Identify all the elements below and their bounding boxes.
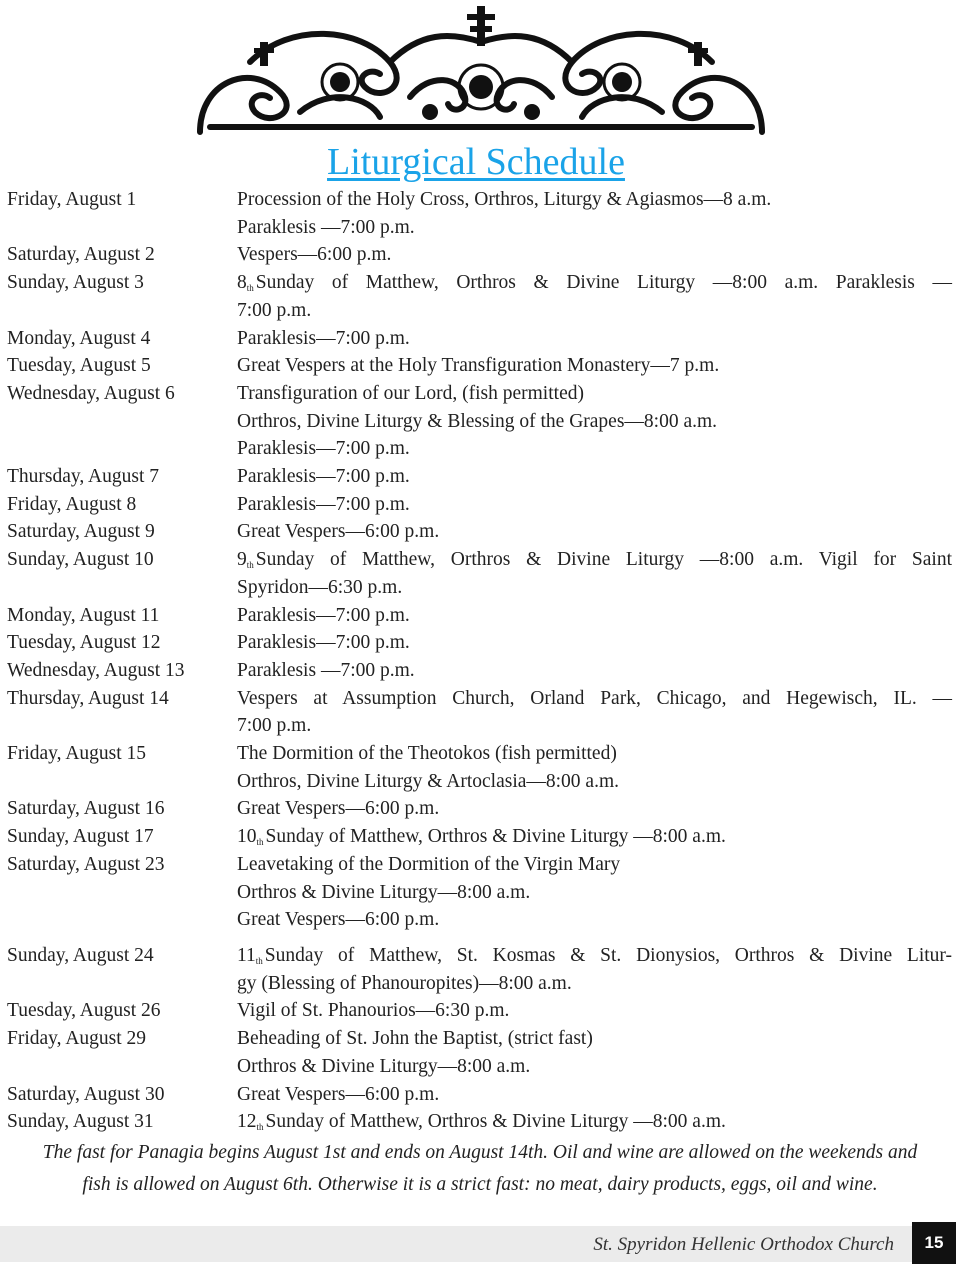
schedule-date: Wednesday, August 13 bbox=[7, 659, 185, 681]
schedule-date: Saturday, August 30 bbox=[7, 1083, 165, 1105]
fast-note bbox=[0, 1137, 960, 1201]
event-line: Leavetaking of the Dormition of the Virgin Mary bbox=[237, 853, 621, 875]
event-line: Paraklesis —7:00 p.m. bbox=[237, 216, 415, 238]
event-text: Sunday of Matthew, Orthros & Divine Liturgy —8:00 a.m. bbox=[265, 826, 726, 848]
event-line: Vespers—6:00 p.m. bbox=[237, 244, 392, 266]
schedule-events bbox=[237, 463, 952, 491]
schedule-events bbox=[237, 352, 952, 380]
event-line: Paraklesis—7:00 p.m. bbox=[237, 604, 410, 626]
schedule-entry bbox=[7, 629, 952, 657]
event-line: Spyridon—6:30 p.m. bbox=[237, 576, 403, 598]
page-title: Liturgical Schedule bbox=[327, 141, 625, 183]
schedule-date: Thursday, August 14 bbox=[7, 687, 169, 709]
schedule-date: Friday, August 1 bbox=[7, 189, 137, 210]
schedule-entry bbox=[7, 325, 952, 353]
schedule-date: Sunday, August 3 bbox=[7, 272, 144, 294]
event-line bbox=[237, 942, 952, 970]
event-line: Orthros, Divine Liturgy & Artoclasia—8:00 a.m. bbox=[237, 770, 620, 792]
event-line: Paraklesis—7:00 p.m. bbox=[237, 438, 410, 460]
event-line bbox=[237, 269, 952, 297]
schedule-date: Saturday, August 16 bbox=[7, 798, 165, 820]
schedule-entry bbox=[7, 795, 952, 823]
schedule-entry bbox=[7, 352, 952, 380]
schedule-date: Friday, August 8 bbox=[7, 493, 137, 515]
schedule-date: Monday, August 11 bbox=[7, 604, 160, 626]
page-title-wrap bbox=[0, 140, 960, 184]
schedule-events bbox=[237, 241, 952, 269]
event-text: Sunday of Matthew, Orthros & Divine Liturgy —8:00 a.m. bbox=[265, 1111, 726, 1133]
schedule-events bbox=[237, 685, 952, 740]
schedule-date: Monday, August 4 bbox=[7, 327, 151, 349]
schedule-entry bbox=[7, 1108, 952, 1136]
event-line: Great Vespers at the Holy Transfiguration Monastery—7 p.m. bbox=[237, 355, 720, 377]
event-line: Orthros & Divine Liturgy—8:00 a.m. bbox=[237, 1055, 531, 1077]
ordinal-number: 10 bbox=[237, 826, 257, 848]
event-line: Orthros & Divine Liturgy—8:00 a.m. bbox=[237, 881, 531, 903]
schedule-events bbox=[237, 740, 952, 795]
church-name: St. Spyridon Hellenic Orthodox Church bbox=[593, 1234, 894, 1255]
schedule-entry bbox=[7, 186, 952, 241]
event-line: Procession of the Holy Cross, Orthros, Liturgy & Agiasmos—8 a.m. bbox=[237, 189, 772, 210]
ordinal-suffix: th bbox=[246, 283, 254, 294]
ordinal-suffix: th bbox=[255, 955, 263, 966]
schedule-date: Sunday, August 31 bbox=[7, 1111, 154, 1133]
schedule-date: Tuesday, August 12 bbox=[7, 632, 161, 654]
schedule-entry bbox=[7, 1081, 952, 1109]
schedule-events bbox=[237, 942, 952, 997]
ordinal-number: 8 bbox=[237, 272, 247, 294]
page-number: 15 bbox=[912, 1222, 956, 1264]
schedule-entry bbox=[7, 546, 952, 601]
schedule-date: Saturday, August 23 bbox=[7, 853, 165, 875]
ordinal-suffix: th bbox=[256, 837, 264, 848]
schedule-entry bbox=[7, 518, 952, 546]
schedule-events bbox=[237, 518, 952, 546]
schedule-events bbox=[237, 1025, 952, 1080]
schedule-entry bbox=[7, 463, 952, 491]
schedule-events bbox=[237, 1081, 952, 1109]
schedule-events bbox=[237, 997, 952, 1025]
event-line: The Dormition of the Theotokos (fish permitted) bbox=[237, 743, 617, 765]
schedule-entry bbox=[7, 269, 952, 324]
schedule-entry bbox=[7, 602, 952, 630]
schedule-date: Tuesday, August 5 bbox=[7, 355, 151, 377]
event-line: Great Vespers—6:00 p.m. bbox=[237, 521, 440, 543]
schedule-entry bbox=[7, 942, 952, 997]
ordinal-suffix: th bbox=[256, 1122, 264, 1133]
schedule-events bbox=[237, 325, 952, 353]
ordinal-number: 12 bbox=[237, 1111, 257, 1133]
event-line: 7:00 p.m. bbox=[237, 715, 312, 737]
fast-note-line-2: fish is allowed on August 6th. Otherwise it is a strict fast: no meat, dairy products, eggs, oil and wine. bbox=[82, 1174, 878, 1195]
schedule-events bbox=[237, 851, 952, 934]
fast-note-line-1: The fast for Panagia begins August 1st and ends on August 14th. Oil and wine are allowed on the weekends and bbox=[42, 1142, 918, 1163]
event-line: Great Vespers—6:00 p.m. bbox=[237, 1083, 440, 1105]
schedule-entry bbox=[7, 241, 952, 269]
schedule-date: Friday, August 29 bbox=[7, 1028, 147, 1050]
schedule-entry bbox=[7, 380, 952, 463]
event-line bbox=[237, 1108, 952, 1136]
event-line: Beheading of St. John the Baptist, (strict fast) bbox=[237, 1028, 593, 1050]
event-line: Paraklesis —7:00 p.m. bbox=[237, 659, 415, 681]
schedule-entry bbox=[7, 823, 952, 851]
schedule-entry bbox=[7, 851, 952, 934]
schedule-entry bbox=[7, 657, 952, 685]
schedule-entry bbox=[7, 740, 952, 795]
ordinal-suffix: th bbox=[246, 560, 254, 571]
event-line: Paraklesis—7:00 p.m. bbox=[237, 632, 410, 654]
event-line: Vigil of St. Phanourios—6:30 p.m. bbox=[237, 1000, 510, 1022]
event-line: Paraklesis—7:00 p.m. bbox=[237, 493, 410, 515]
schedule-events bbox=[237, 629, 952, 657]
schedule-date: Sunday, August 17 bbox=[7, 826, 154, 848]
schedule-date: Saturday, August 9 bbox=[7, 521, 155, 543]
schedule-entry bbox=[7, 997, 952, 1025]
event-line: Paraklesis—7:00 p.m. bbox=[237, 327, 410, 349]
schedule-events bbox=[237, 823, 952, 851]
event-text: Sunday of Matthew, St. Kosmas & St. Dionysios, Orthros & Divine Litur- bbox=[264, 944, 952, 966]
schedule-events bbox=[237, 186, 952, 241]
event-line: gy (Blessing of Phanouropites)—8:00 a.m. bbox=[237, 972, 572, 994]
event-line bbox=[237, 546, 952, 574]
spacer bbox=[7, 934, 952, 942]
schedule-events bbox=[237, 491, 952, 519]
schedule-entry bbox=[7, 1025, 952, 1080]
event-line: Great Vespers—6:00 p.m. bbox=[237, 909, 440, 931]
event-text: Sunday of Matthew, Orthros & Divine Liturgy —8:00 a.m. Vigil for Saint bbox=[255, 549, 952, 571]
schedule-date: Sunday, August 10 bbox=[7, 549, 154, 571]
event-line: Orthros, Divine Liturgy & Blessing of the Grapes—8:00 a.m. bbox=[237, 410, 718, 432]
schedule-date: Sunday, August 24 bbox=[7, 944, 154, 966]
schedule-entry bbox=[7, 685, 952, 740]
schedule-date: Thursday, August 7 bbox=[7, 466, 160, 488]
schedule-events bbox=[237, 269, 952, 324]
ordinal-number: 11 bbox=[237, 944, 256, 966]
schedule-entry bbox=[7, 491, 952, 519]
schedule-events bbox=[237, 380, 952, 463]
event-text: Sunday of Matthew, Orthros & Divine Liturgy —8:00 a.m. Paraklesis — bbox=[255, 272, 952, 294]
schedule-events bbox=[237, 795, 952, 823]
schedule-date: Wednesday, August 6 bbox=[7, 382, 175, 404]
schedule-date: Friday, August 15 bbox=[7, 743, 147, 765]
event-line bbox=[237, 823, 952, 851]
schedule-events bbox=[237, 657, 952, 685]
schedule-events bbox=[237, 602, 952, 630]
schedule-events bbox=[237, 1108, 952, 1136]
event-line: Vespers at Assumption Church, Orland Park, Chicago, and Hegewisch, IL. — bbox=[237, 687, 952, 709]
event-line: Transfiguration of our Lord, (fish permitted) bbox=[237, 382, 584, 404]
schedule-events bbox=[237, 546, 952, 601]
schedule-list bbox=[7, 186, 952, 1136]
schedule-date: Tuesday, August 26 bbox=[7, 1000, 161, 1022]
event-line: Paraklesis—7:00 p.m. bbox=[237, 466, 410, 488]
schedule-date: Saturday, August 2 bbox=[7, 244, 155, 266]
ordinal-number: 9 bbox=[237, 549, 247, 571]
event-line: Great Vespers—6:00 p.m. bbox=[237, 798, 440, 820]
footer-bar bbox=[0, 1226, 912, 1262]
event-line: 7:00 p.m. bbox=[237, 299, 312, 321]
ornamental-header-decoration bbox=[190, 2, 772, 136]
